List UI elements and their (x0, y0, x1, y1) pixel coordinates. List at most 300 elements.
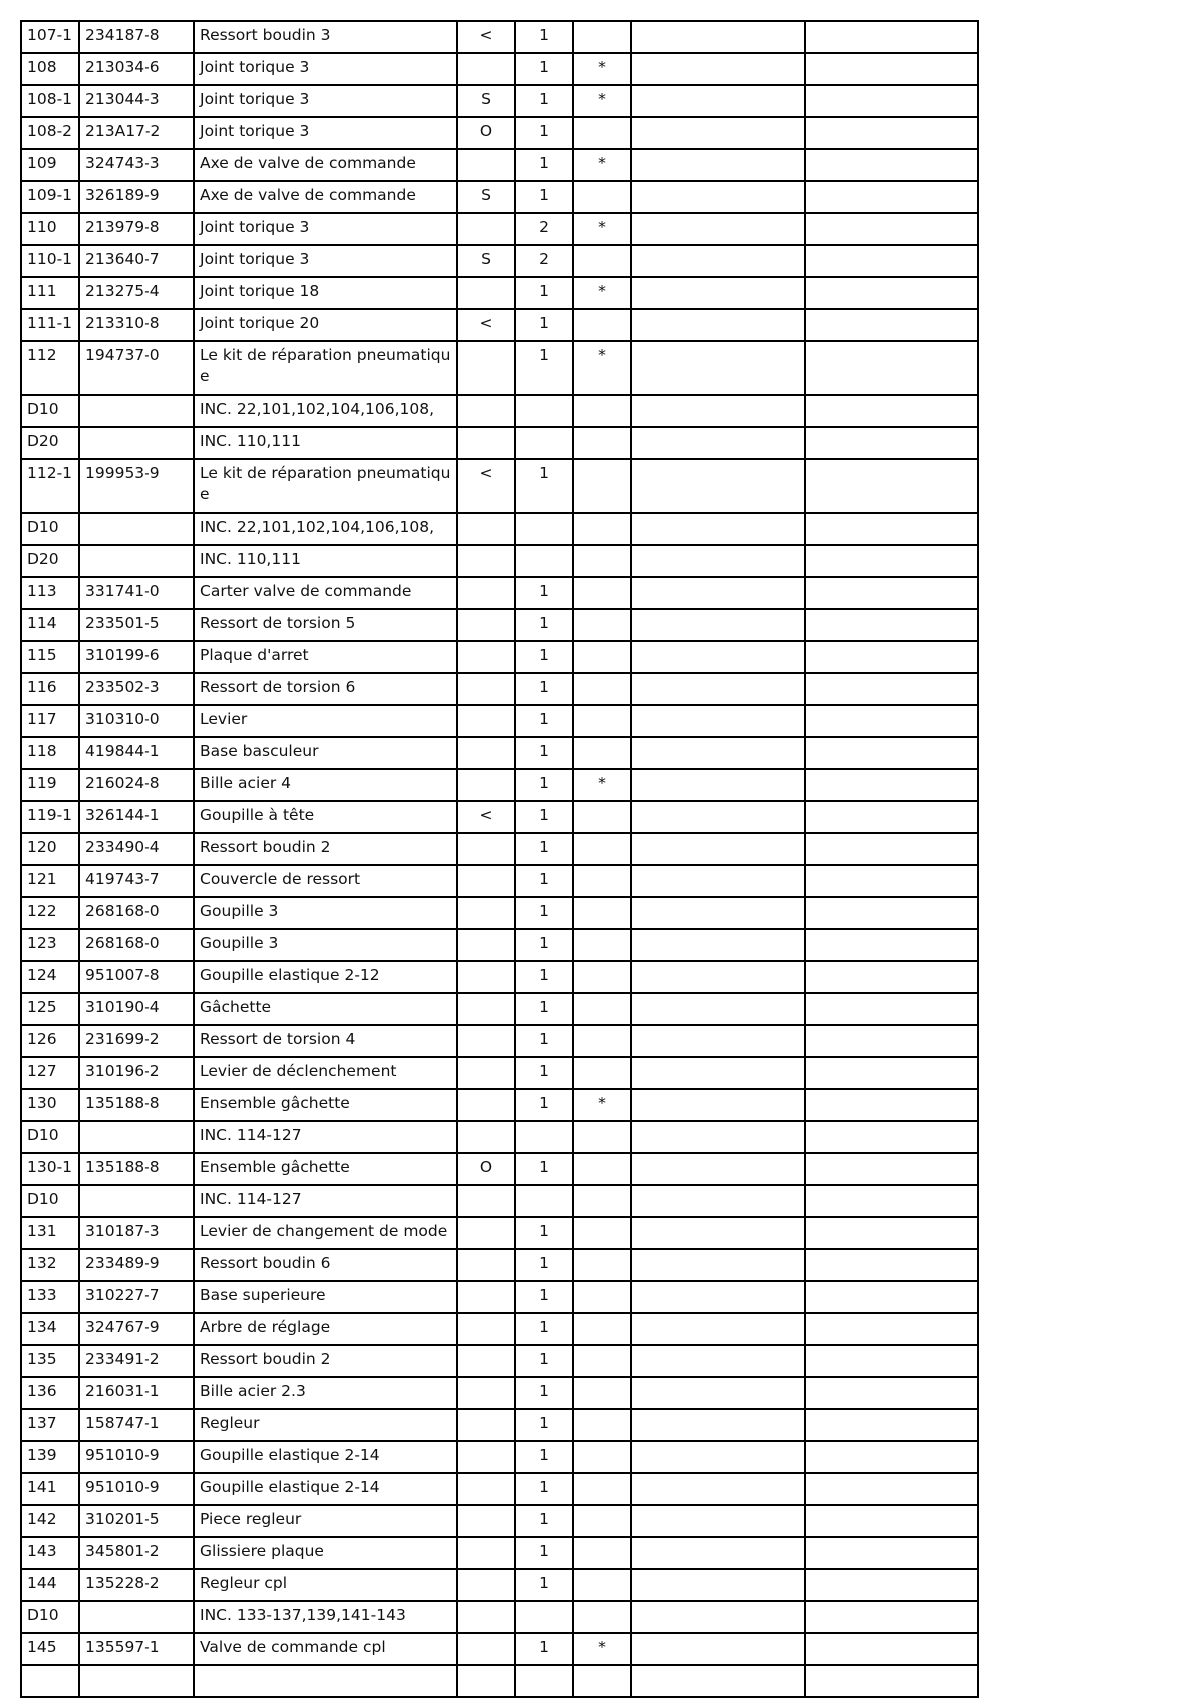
description-cell: Ressort boudin 2 (194, 1345, 457, 1377)
blank-cell (805, 929, 978, 961)
part-number-cell: 213640-7 (79, 245, 194, 277)
blank-cell (631, 1377, 805, 1409)
description-cell: Goupille 3 (194, 929, 457, 961)
blank-cell (805, 1665, 978, 1697)
description-cell: Le kit de réparation pneumatique (194, 459, 457, 513)
blank-cell (805, 1057, 978, 1089)
table-row (21, 929, 978, 961)
part-number-cell: 310187-3 (79, 1217, 194, 1249)
part-number-cell: 310199-6 (79, 641, 194, 673)
star-mark-cell (573, 1121, 631, 1153)
star-mark-cell (573, 705, 631, 737)
part-number-cell: 234187-8 (79, 21, 194, 53)
description-cell: Joint torique 18 (194, 277, 457, 309)
description-cell: Bille acier 2.3 (194, 1377, 457, 1409)
item-number-cell: 135 (21, 1345, 79, 1377)
part-number-cell: 233491-2 (79, 1345, 194, 1377)
quantity-cell: 1 (515, 341, 573, 395)
table-row (21, 53, 978, 85)
quantity-cell: 1 (515, 117, 573, 149)
item-number-cell: 143 (21, 1537, 79, 1569)
part-number-cell: 310227-7 (79, 1281, 194, 1313)
quantity-cell: 1 (515, 277, 573, 309)
item-number-cell: 132 (21, 1249, 79, 1281)
star-mark-cell (573, 1217, 631, 1249)
revision-mark-cell (457, 929, 515, 961)
description-cell: Goupille elastique 2-12 (194, 961, 457, 993)
revision-mark-cell (457, 1313, 515, 1345)
revision-mark-cell (457, 1505, 515, 1537)
blank-cell (805, 897, 978, 929)
part-number-cell: 951007-8 (79, 961, 194, 993)
blank-cell (631, 1089, 805, 1121)
blank-cell (631, 513, 805, 545)
revision-mark-cell (457, 1665, 515, 1697)
blank-cell (631, 245, 805, 277)
blank-cell (631, 833, 805, 865)
revision-mark-cell (457, 149, 515, 181)
description-cell: Joint torique 3 (194, 117, 457, 149)
item-number-cell: 111-1 (21, 309, 79, 341)
part-number-cell: 213034-6 (79, 53, 194, 85)
item-number-cell: 114 (21, 609, 79, 641)
blank-cell (631, 213, 805, 245)
revision-mark-cell (457, 673, 515, 705)
blank-cell (631, 769, 805, 801)
revision-mark-cell (457, 395, 515, 427)
quantity-cell: 1 (515, 737, 573, 769)
description-cell: INC. 22,101,102,104,106,108, (194, 395, 457, 427)
table-row (21, 705, 978, 737)
part-number-cell (79, 513, 194, 545)
blank-cell (631, 1441, 805, 1473)
description-cell: INC. 22,101,102,104,106,108, (194, 513, 457, 545)
quantity-cell: 1 (515, 1153, 573, 1185)
item-number-cell: 111 (21, 277, 79, 309)
item-number-cell: D10 (21, 513, 79, 545)
revision-mark-cell (457, 865, 515, 897)
quantity-cell (515, 1601, 573, 1633)
star-mark-cell (573, 1377, 631, 1409)
quantity-cell (515, 1121, 573, 1153)
quantity-cell: 1 (515, 801, 573, 833)
part-number-cell: 216031-1 (79, 1377, 194, 1409)
table-row (21, 1249, 978, 1281)
blank-cell (805, 1313, 978, 1345)
blank-cell (805, 213, 978, 245)
table-row (21, 801, 978, 833)
quantity-cell: 1 (515, 85, 573, 117)
description-cell: Ensemble gâchette (194, 1089, 457, 1121)
quantity-cell (515, 427, 573, 459)
blank-cell (805, 395, 978, 427)
table-row (21, 245, 978, 277)
table-row (21, 1089, 978, 1121)
star-mark-cell: * (573, 213, 631, 245)
part-number-cell (79, 1185, 194, 1217)
item-number-cell: 112 (21, 341, 79, 395)
star-mark-cell (573, 993, 631, 1025)
part-number-cell: 213275-4 (79, 277, 194, 309)
description-cell: Ressort de torsion 4 (194, 1025, 457, 1057)
revision-mark-cell (457, 427, 515, 459)
star-mark-cell (573, 1313, 631, 1345)
revision-mark-cell (457, 1217, 515, 1249)
quantity-cell: 1 (515, 1089, 573, 1121)
part-number-cell (79, 395, 194, 427)
blank-cell (631, 1505, 805, 1537)
table-row (21, 1345, 978, 1377)
item-number-cell: 124 (21, 961, 79, 993)
part-number-cell: 951010-9 (79, 1473, 194, 1505)
table-row (21, 1025, 978, 1057)
table-row (21, 1217, 978, 1249)
part-number-cell: 326189-9 (79, 181, 194, 213)
item-number-cell: 122 (21, 897, 79, 929)
blank-cell (805, 1345, 978, 1377)
description-cell: Couvercle de ressort (194, 865, 457, 897)
blank-cell (631, 1665, 805, 1697)
quantity-cell: 1 (515, 1633, 573, 1665)
blank-cell (805, 53, 978, 85)
blank-cell (805, 1281, 978, 1313)
description-cell: Joint torique 3 (194, 53, 457, 85)
star-mark-cell (573, 21, 631, 53)
description-cell: INC. 114-127 (194, 1121, 457, 1153)
table-row (21, 769, 978, 801)
item-number-cell: 113 (21, 577, 79, 609)
table-row (21, 277, 978, 309)
quantity-cell: 1 (515, 577, 573, 609)
quantity-cell: 1 (515, 641, 573, 673)
star-mark-cell (573, 929, 631, 961)
item-number-cell: 119-1 (21, 801, 79, 833)
star-mark-cell (573, 513, 631, 545)
part-number-cell: 345801-2 (79, 1537, 194, 1569)
star-mark-cell (573, 1153, 631, 1185)
part-number-cell: 213310-8 (79, 309, 194, 341)
blank-cell (631, 309, 805, 341)
revision-mark-cell (457, 1473, 515, 1505)
table-row (21, 117, 978, 149)
blank-cell (631, 1249, 805, 1281)
revision-mark-cell: < (457, 801, 515, 833)
part-number-cell (79, 1121, 194, 1153)
revision-mark-cell (457, 1537, 515, 1569)
item-number-cell: D10 (21, 1121, 79, 1153)
star-mark-cell (573, 801, 631, 833)
revision-mark-cell (457, 1089, 515, 1121)
star-mark-cell (573, 117, 631, 149)
item-number-cell: 108-2 (21, 117, 79, 149)
blank-cell (631, 1057, 805, 1089)
revision-mark-cell (457, 897, 515, 929)
blank-cell (631, 1537, 805, 1569)
table-row (21, 1185, 978, 1217)
part-number-cell: 135188-8 (79, 1153, 194, 1185)
item-number-cell: D10 (21, 1185, 79, 1217)
part-number-cell (79, 1601, 194, 1633)
item-number-cell: D10 (21, 395, 79, 427)
quantity-cell: 1 (515, 1473, 573, 1505)
table-row (21, 459, 978, 513)
blank-cell (805, 833, 978, 865)
item-number-cell: 133 (21, 1281, 79, 1313)
blank-cell (805, 1185, 978, 1217)
blank-cell (805, 117, 978, 149)
blank-cell (805, 427, 978, 459)
item-number-cell: 116 (21, 673, 79, 705)
revision-mark-cell: O (457, 1153, 515, 1185)
revision-mark-cell (457, 1409, 515, 1441)
item-number-cell: 141 (21, 1473, 79, 1505)
revision-mark-cell (457, 1601, 515, 1633)
star-mark-cell (573, 1025, 631, 1057)
table-row (21, 897, 978, 929)
blank-cell (631, 737, 805, 769)
description-cell: Ressort boudin 6 (194, 1249, 457, 1281)
blank-cell (805, 277, 978, 309)
blank-cell (631, 21, 805, 53)
star-mark-cell (573, 459, 631, 513)
description-cell: Axe de valve de commande (194, 181, 457, 213)
star-mark-cell: * (573, 277, 631, 309)
star-mark-cell (573, 309, 631, 341)
star-mark-cell (573, 1249, 631, 1281)
table-row (21, 149, 978, 181)
table-row (21, 341, 978, 395)
revision-mark-cell (457, 577, 515, 609)
part-number-cell: 951010-9 (79, 1441, 194, 1473)
parts-list-body (21, 21, 978, 1697)
star-mark-cell (573, 1057, 631, 1089)
quantity-cell: 1 (515, 309, 573, 341)
revision-mark-cell (457, 213, 515, 245)
revision-mark-cell (457, 737, 515, 769)
part-number-cell: 194737-0 (79, 341, 194, 395)
star-mark-cell: * (573, 53, 631, 85)
blank-cell (805, 181, 978, 213)
star-mark-cell (573, 833, 631, 865)
revision-mark-cell: O (457, 117, 515, 149)
part-number-cell (79, 545, 194, 577)
star-mark-cell (573, 1505, 631, 1537)
item-number-cell: 108-1 (21, 85, 79, 117)
blank-cell (805, 1441, 978, 1473)
table-row (21, 1633, 978, 1665)
blank-cell (805, 1025, 978, 1057)
star-mark-cell (573, 395, 631, 427)
blank-cell (631, 577, 805, 609)
star-mark-cell: * (573, 85, 631, 117)
blank-cell (805, 149, 978, 181)
part-number-cell: 419844-1 (79, 737, 194, 769)
part-number-cell: 231699-2 (79, 1025, 194, 1057)
blank-cell (631, 181, 805, 213)
item-number-cell (21, 1665, 79, 1697)
description-cell: Gâchette (194, 993, 457, 1025)
part-number-cell: 213044-3 (79, 85, 194, 117)
blank-cell (631, 1185, 805, 1217)
description-cell: INC. 110,111 (194, 427, 457, 459)
item-number-cell: 126 (21, 1025, 79, 1057)
revision-mark-cell (457, 1185, 515, 1217)
star-mark-cell (573, 865, 631, 897)
item-number-cell: 127 (21, 1057, 79, 1089)
table-row (21, 1409, 978, 1441)
part-number-cell: 331741-0 (79, 577, 194, 609)
table-row (21, 1441, 978, 1473)
revision-mark-cell (457, 609, 515, 641)
table-row (21, 1057, 978, 1089)
table-row (21, 609, 978, 641)
blank-cell (631, 149, 805, 181)
quantity-cell: 1 (515, 1057, 573, 1089)
blank-cell (805, 609, 978, 641)
part-number-cell: 199953-9 (79, 459, 194, 513)
item-number-cell: 118 (21, 737, 79, 769)
star-mark-cell (573, 641, 631, 673)
description-cell: Joint torique 3 (194, 213, 457, 245)
blank-cell (805, 737, 978, 769)
revision-mark-cell (457, 1633, 515, 1665)
quantity-cell: 1 (515, 769, 573, 801)
blank-cell (631, 1025, 805, 1057)
blank-cell (805, 1217, 978, 1249)
description-cell: Base basculeur (194, 737, 457, 769)
description-cell: Goupille à tête (194, 801, 457, 833)
blank-cell (805, 21, 978, 53)
quantity-cell: 1 (515, 833, 573, 865)
part-number-cell: 324767-9 (79, 1313, 194, 1345)
quantity-cell: 1 (515, 53, 573, 85)
part-number-cell: 213A17-2 (79, 117, 194, 149)
part-number-cell: 158747-1 (79, 1409, 194, 1441)
blank-cell (631, 993, 805, 1025)
blank-cell (805, 673, 978, 705)
revision-mark-cell (457, 1121, 515, 1153)
table-row (21, 545, 978, 577)
item-number-cell: D20 (21, 427, 79, 459)
item-number-cell: 112-1 (21, 459, 79, 513)
blank-cell (631, 1473, 805, 1505)
revision-mark-cell (457, 1345, 515, 1377)
item-number-cell: 121 (21, 865, 79, 897)
blank-cell (631, 1153, 805, 1185)
table-row (21, 85, 978, 117)
blank-cell (805, 1505, 978, 1537)
item-number-cell: 130-1 (21, 1153, 79, 1185)
item-number-cell: 136 (21, 1377, 79, 1409)
description-cell: Levier de changement de mode (194, 1217, 457, 1249)
item-number-cell: 145 (21, 1633, 79, 1665)
description-cell (194, 1665, 457, 1697)
blank-cell (805, 705, 978, 737)
quantity-cell: 1 (515, 1345, 573, 1377)
blank-cell (805, 1633, 978, 1665)
quantity-cell (515, 513, 573, 545)
star-mark-cell (573, 1665, 631, 1697)
quantity-cell: 1 (515, 929, 573, 961)
blank-cell (631, 1121, 805, 1153)
star-mark-cell (573, 961, 631, 993)
table-row (21, 1153, 978, 1185)
star-mark-cell (573, 1409, 631, 1441)
blank-cell (805, 1153, 978, 1185)
table-row (21, 577, 978, 609)
part-number-cell: 419743-7 (79, 865, 194, 897)
blank-cell (805, 1089, 978, 1121)
blank-cell (805, 1569, 978, 1601)
quantity-cell: 1 (515, 1281, 573, 1313)
blank-cell (631, 427, 805, 459)
quantity-cell: 2 (515, 245, 573, 277)
item-number-cell: 115 (21, 641, 79, 673)
item-number-cell: 110-1 (21, 245, 79, 277)
revision-mark-cell (457, 961, 515, 993)
blank-cell (805, 1409, 978, 1441)
description-cell: Carter valve de commande (194, 577, 457, 609)
star-mark-cell (573, 1473, 631, 1505)
blank-cell (805, 459, 978, 513)
description-cell: Joint torique 3 (194, 245, 457, 277)
part-number-cell: 233489-9 (79, 1249, 194, 1281)
part-number-cell: 135597-1 (79, 1633, 194, 1665)
item-number-cell: 109-1 (21, 181, 79, 213)
star-mark-cell (573, 1537, 631, 1569)
description-cell: Joint torique 20 (194, 309, 457, 341)
quantity-cell: 1 (515, 897, 573, 929)
blank-cell (805, 1601, 978, 1633)
item-number-cell: 107-1 (21, 21, 79, 53)
quantity-cell (515, 395, 573, 427)
star-mark-cell: * (573, 149, 631, 181)
table-row (21, 737, 978, 769)
revision-mark-cell (457, 833, 515, 865)
blank-cell (631, 1409, 805, 1441)
revision-mark-cell (457, 1057, 515, 1089)
quantity-cell: 1 (515, 1377, 573, 1409)
part-number-cell: 135228-2 (79, 1569, 194, 1601)
blank-cell (631, 1281, 805, 1313)
table-row (21, 673, 978, 705)
table-row (21, 1281, 978, 1313)
quantity-cell: 1 (515, 609, 573, 641)
revision-mark-cell (457, 705, 515, 737)
revision-mark-cell (457, 993, 515, 1025)
description-cell: Goupille 3 (194, 897, 457, 929)
blank-cell (631, 673, 805, 705)
blank-cell (631, 1345, 805, 1377)
table-row (21, 865, 978, 897)
table-row (21, 993, 978, 1025)
blank-cell (631, 117, 805, 149)
part-number-cell: 213979-8 (79, 213, 194, 245)
star-mark-cell (573, 427, 631, 459)
blank-cell (805, 1537, 978, 1569)
table-row (21, 1473, 978, 1505)
description-cell: Ressort boudin 3 (194, 21, 457, 53)
blank-cell (631, 1313, 805, 1345)
part-number-cell: 310196-2 (79, 1057, 194, 1089)
star-mark-cell (573, 673, 631, 705)
revision-mark-cell (457, 1377, 515, 1409)
item-number-cell: 144 (21, 1569, 79, 1601)
part-number-cell: 310190-4 (79, 993, 194, 1025)
description-cell: Piece regleur (194, 1505, 457, 1537)
description-cell: Ressort de torsion 5 (194, 609, 457, 641)
star-mark-cell (573, 1281, 631, 1313)
